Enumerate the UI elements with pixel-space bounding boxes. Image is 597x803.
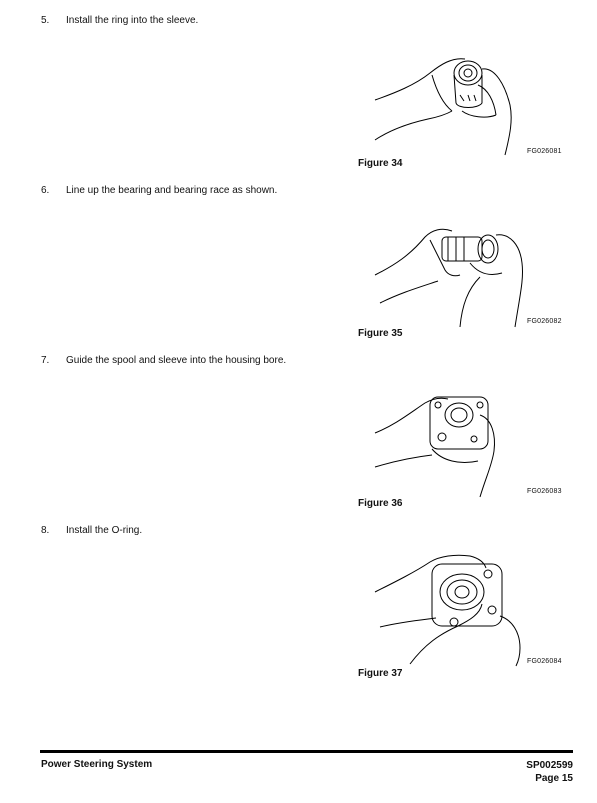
- figure-code: FG026082: [527, 318, 562, 325]
- figure-code: FG026084: [527, 658, 562, 665]
- footer-rule: [40, 750, 573, 753]
- figure-caption: Figure 36: [358, 498, 403, 509]
- figure-caption: Figure 37: [358, 668, 403, 679]
- footer-doc-id: SP002599: [526, 760, 573, 771]
- step-number: 5.: [41, 15, 50, 26]
- figure-code: FG026083: [527, 488, 562, 495]
- step-number: 6.: [41, 185, 50, 196]
- figure-36-illustration: [370, 385, 570, 500]
- figure-caption: Figure 34: [358, 158, 403, 169]
- step-text: Install the O-ring.: [66, 525, 143, 536]
- figure-37-illustration: [370, 552, 570, 667]
- footer-page-info: [526, 759, 573, 785]
- step-number: 8.: [41, 525, 50, 536]
- figure-34-illustration: [370, 45, 570, 160]
- footer-page-number: Page 15: [535, 773, 573, 784]
- step-number: 7.: [41, 355, 50, 366]
- step-text: Line up the bearing and bearing race as shown.: [66, 185, 278, 196]
- step-text: Install the ring into the sleeve.: [66, 15, 199, 26]
- figure-code: FG026081: [527, 148, 562, 155]
- figure-35-illustration: [370, 215, 570, 330]
- step-text: Guide the spool and sleeve into the housing bore.: [66, 355, 287, 366]
- figure-caption: Figure 35: [358, 328, 403, 339]
- footer-title: Power Steering System: [41, 759, 153, 770]
